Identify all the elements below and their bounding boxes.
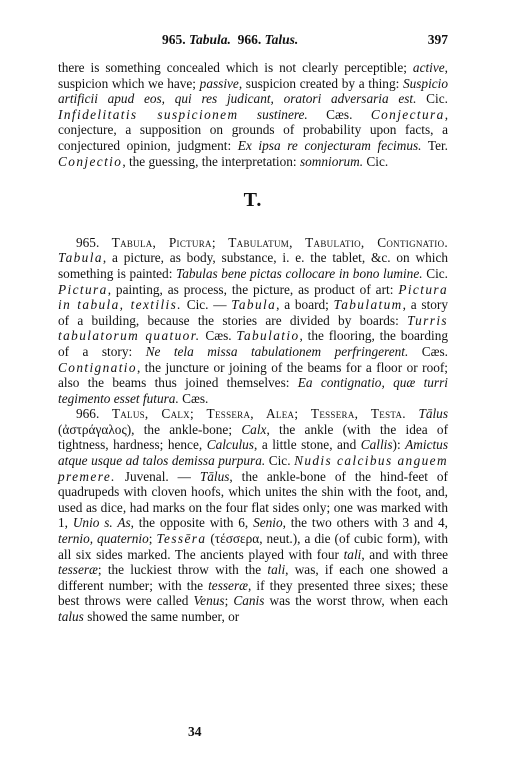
continued-paragraph: there is something concealed which is not clearly perceptible; active, suspicion which we have; passive, suspicion created by a thing: Suspicio artificii apud eos, qui res judicant, oratori adversaria est. Cic. Infidelitatis suspicionem sustinere. Cæs. Conjectura, conjecture, a supposition on grounds of probability upon facts, a conjectured opinion, judgment: Ex ipsa re conjecturam fecimus. Ter. Conjectio, the guessing, the interpretation: somniorum. Cic.: [58, 60, 449, 169]
running-header: [58, 32, 448, 50]
signature-mark: 34: [188, 724, 202, 739]
section-letter: T.: [243, 189, 263, 212]
entry-965: 965. Tabula, Pictura; Tabulatum, Tabulatio, Contignatio. Tabula, a picture, as body, substance, i. e. the tablet, &c. on which something is painted: Tabulas bene pictas collocare in bono lumine. Cic. Pictura, painting, as process, the picture, as product of art: Pictura in tabula, textilis. Cic. — Tabula, a board; Tabulatum, a story of a building, because the stories are divided by boards: Turris tabulatorum quatuor. Cæs. Tabulatio, the flooring, the boarding of a story: Ne tela missa tabulationem perfringerent. Cæs. Contignatio, the juncture or joining of the beams for a floor or roof; also the beams thus joined themselves: Ea contignatio, quæ turri tegimento esset futura. Cæs.: [58, 234, 448, 406]
entry-966: 966. Talus, Calx; Tessera, Alea; Tessera, Testa. Tālus (ἀστράγαλος), the ankle-bone; Calx, the ankle (with the idea of tightness, hardness; hence, Calculus, a little stone, and Callis): Amictus atque usque ad talos demissa purpura. Cic. Nudis calcibus anguem premere. Juvenal. — Tālus, the ankle-bone of the hind-feet of quadrupeds with cloven hoofs, which unites the shin with the foot, and, used as dice, had marks on the four flat sides only; one was marked with 1, Unio s. As, the opposite with 6, Senio, the two others with 3 and 4, ternio, quaternio; Tessēra (τέσσερα, neut.), a die (of cubic form), with all six sides marked. The ancients played with four tali, and with three tesseræ; the luckiest throw with the tali, was, if each one showed a different number; with the tesseræ, if they presented three sixes; these best throws were called Venus; Canis was the worst throw, when each talus showed the same number, or: [58, 406, 449, 624]
entry-number: 965.: [162, 32, 186, 47]
running-title: [162, 32, 298, 48]
entry-word: Talus.: [264, 32, 299, 47]
entry-word: Tabula.: [189, 32, 231, 47]
entry-number: 966.: [237, 32, 262, 47]
page-body: [58, 60, 448, 625]
page-number: 397: [427, 32, 448, 47]
